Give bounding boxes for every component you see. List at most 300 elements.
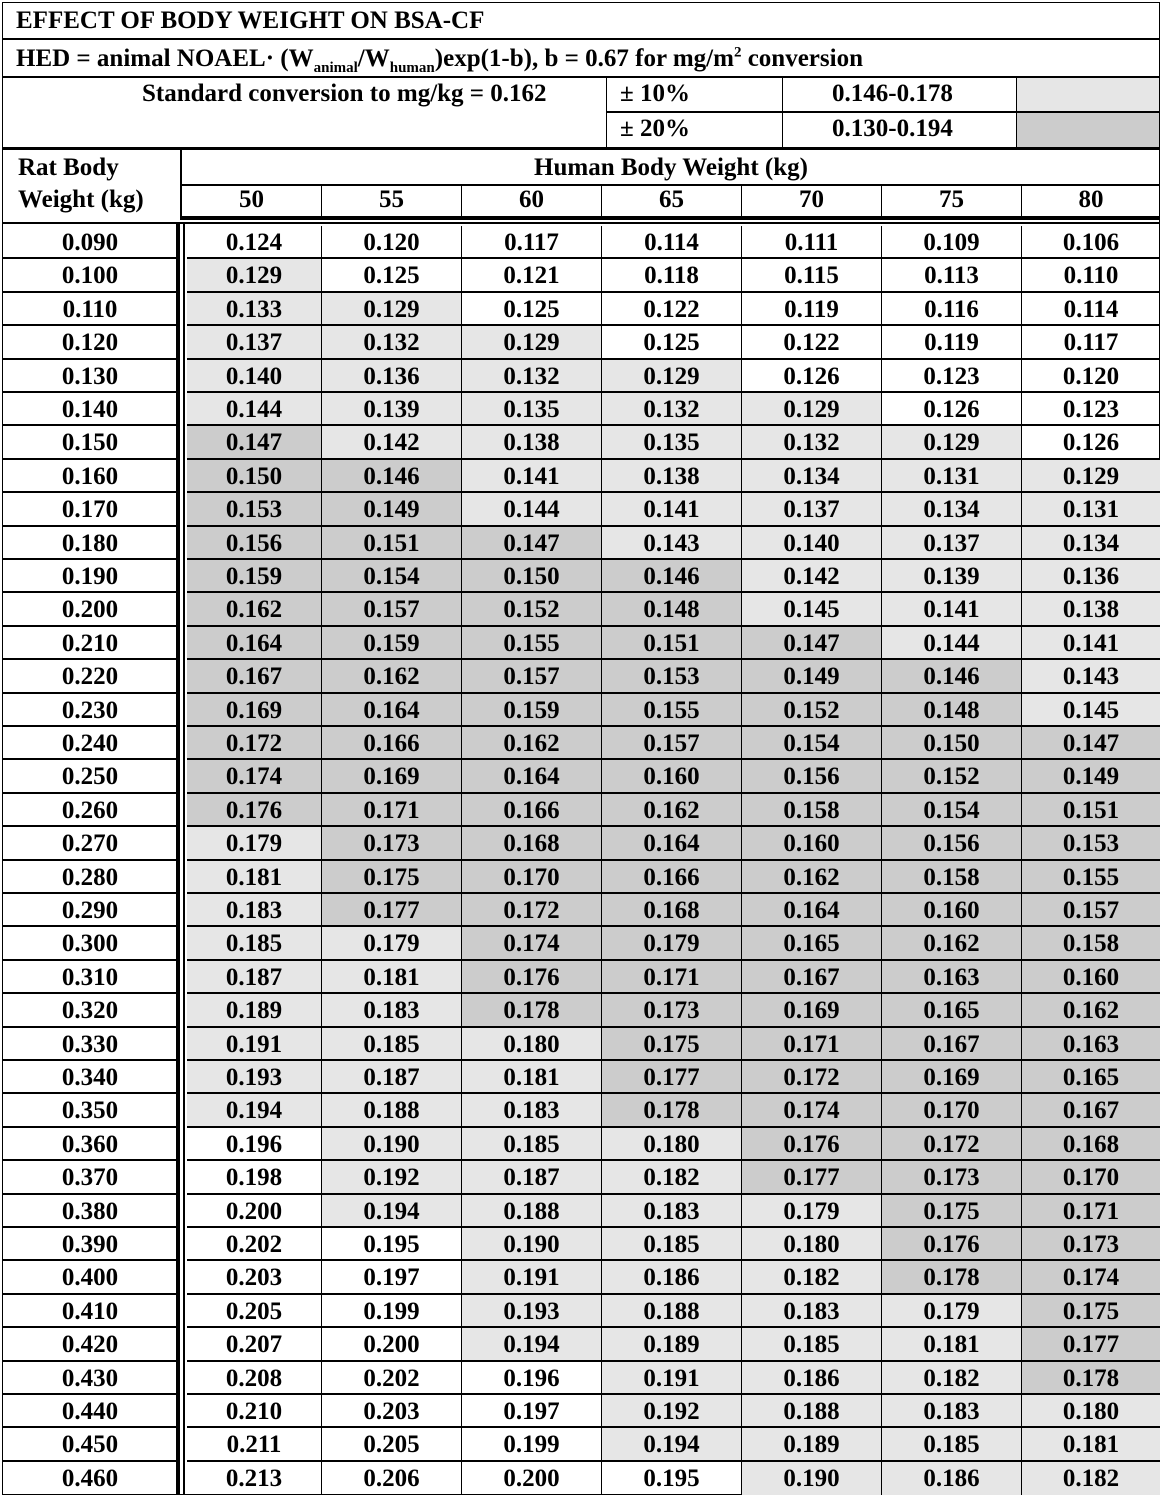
table-cell: 0.194 — [602, 1428, 742, 1461]
table-cell: 0.129 — [742, 393, 882, 426]
table-cell: 0.181 — [1022, 1428, 1160, 1461]
table-cell: 0.152 — [742, 694, 882, 727]
table-cell: 0.147 — [187, 426, 322, 459]
table-cell: 0.195 — [602, 1462, 742, 1495]
divider — [176, 222, 180, 1494]
table-cell: 0.160 — [742, 827, 882, 860]
table-cell: 0.203 — [187, 1261, 322, 1294]
table-cell: 0.159 — [187, 560, 322, 593]
table-cell: 0.116 — [882, 293, 1022, 326]
table-cell: 0.173 — [1022, 1228, 1160, 1261]
table-cell: 0.157 — [322, 593, 462, 626]
table-cell: 0.179 — [187, 827, 322, 860]
table-cell: 0.173 — [882, 1161, 1022, 1194]
table-cell: 0.179 — [322, 927, 462, 960]
row-label: 0.310 — [2, 961, 178, 994]
row-label: 0.440 — [2, 1395, 178, 1428]
row-label: 0.280 — [2, 861, 178, 894]
table-cell: 0.164 — [602, 827, 742, 860]
table-cell: 0.129 — [602, 360, 742, 393]
table-cell: 0.119 — [882, 326, 1022, 359]
table-cell: 0.173 — [602, 994, 742, 1027]
table-cell: 0.183 — [322, 994, 462, 1027]
table-cell: 0.125 — [602, 326, 742, 359]
legend-swatch-light — [1017, 78, 1159, 111]
table-cell: 0.176 — [742, 1128, 882, 1161]
table-cell: 0.180 — [1022, 1395, 1160, 1428]
table-cell: 0.174 — [187, 760, 322, 793]
row-label: 0.260 — [2, 794, 178, 827]
table-cell: 0.179 — [882, 1295, 1022, 1328]
table-cell: 0.167 — [187, 660, 322, 693]
row-label: 0.170 — [2, 493, 178, 526]
table-cell: 0.157 — [602, 727, 742, 760]
table-cell: 0.183 — [602, 1195, 742, 1228]
table-cell: 0.179 — [602, 927, 742, 960]
table-cell: 0.177 — [1022, 1328, 1160, 1361]
table-cell: 0.157 — [1022, 894, 1160, 927]
table-cell: 0.141 — [462, 460, 602, 493]
table-cell: 0.200 — [322, 1328, 462, 1361]
table-cell: 0.177 — [602, 1061, 742, 1094]
table-cell: 0.109 — [882, 226, 1022, 259]
table-cell: 0.182 — [602, 1161, 742, 1194]
row-label: 0.230 — [2, 694, 178, 727]
table-cell: 0.178 — [462, 994, 602, 1027]
table-cell: 0.165 — [742, 927, 882, 960]
table-cell: 0.162 — [1022, 994, 1160, 1027]
table-cell: 0.152 — [882, 760, 1022, 793]
table-cell: 0.139 — [882, 560, 1022, 593]
table-cell: 0.187 — [322, 1061, 462, 1094]
table-cell: 0.150 — [462, 560, 602, 593]
table-cell: 0.150 — [882, 727, 1022, 760]
table-cell: 0.134 — [742, 460, 882, 493]
table-cell: 0.135 — [602, 426, 742, 459]
row-label: 0.220 — [2, 660, 178, 693]
table-cell: 0.138 — [462, 426, 602, 459]
table-cell: 0.180 — [742, 1228, 882, 1261]
table-cell: 0.144 — [882, 627, 1022, 660]
range-20-value: 0.130-0.194 — [832, 115, 953, 142]
table-cell: 0.155 — [602, 694, 742, 727]
table-cell: 0.190 — [742, 1462, 882, 1495]
table-cell: 0.187 — [462, 1161, 602, 1194]
table-cell: 0.137 — [742, 493, 882, 526]
table-cell: 0.164 — [187, 627, 322, 660]
table-cell: 0.175 — [602, 1028, 742, 1061]
table-cell: 0.129 — [882, 426, 1022, 459]
table-cell: 0.163 — [1022, 1028, 1160, 1061]
table-cell: 0.136 — [1022, 560, 1160, 593]
table-cell: 0.141 — [602, 493, 742, 526]
table-cell: 0.195 — [322, 1228, 462, 1261]
divider — [2, 147, 1160, 150]
divider — [2, 38, 1160, 40]
table-cell: 0.188 — [602, 1295, 742, 1328]
table-cell: 0.132 — [602, 393, 742, 426]
table-cell: 0.171 — [742, 1028, 882, 1061]
row-label: 0.140 — [2, 393, 178, 426]
table-cell: 0.202 — [187, 1228, 322, 1261]
table-cell: 0.190 — [462, 1228, 602, 1261]
table-cell: 0.198 — [187, 1161, 322, 1194]
table-cell: 0.151 — [602, 627, 742, 660]
table-cell: 0.140 — [187, 360, 322, 393]
table-cell: 0.149 — [322, 493, 462, 526]
table-cell: 0.153 — [1022, 827, 1160, 860]
row-label: 0.460 — [61, 1464, 119, 1492]
row-header-line2: Weight (kg) — [18, 186, 144, 213]
table-cell: 0.145 — [742, 593, 882, 626]
table-cell: 0.170 — [882, 1094, 1022, 1127]
table-cell: 0.181 — [322, 961, 462, 994]
table-cell: 0.183 — [742, 1295, 882, 1328]
table-cell: 0.196 — [187, 1128, 322, 1161]
table-cell: 0.176 — [187, 794, 322, 827]
table-cell: 0.178 — [882, 1261, 1022, 1294]
formula: HED = animal NOAEL· $(W_{animal}/W_{human})\exp(1-b)$, b = 0.67 for $mg/m^2$ conversion — [16, 44, 863, 76]
table-cell: 0.193 — [187, 1061, 322, 1094]
table-cell: 0.210 — [187, 1395, 322, 1428]
table-cell: 0.118 — [602, 259, 742, 292]
table-cell: 0.162 — [322, 660, 462, 693]
row-label: 0.110 — [2, 293, 178, 326]
table-cell: 0.125 — [462, 293, 602, 326]
table-cell: 0.211 — [187, 1428, 322, 1461]
table-cell: 0.129 — [462, 326, 602, 359]
table-cell: 0.186 — [882, 1462, 1022, 1495]
table-cell: 0.151 — [1022, 794, 1160, 827]
table-cell: 0.159 — [322, 627, 462, 660]
table-cell: 0.196 — [462, 1362, 602, 1395]
table-cell: 0.189 — [187, 994, 322, 1027]
row-label: 0.150 — [2, 426, 178, 459]
table-cell: 0.166 — [462, 794, 602, 827]
table-cell: 0.170 — [462, 861, 602, 894]
table-cell: 0.179 — [742, 1195, 882, 1228]
table-cell: 0.197 — [322, 1261, 462, 1294]
table-cell: 0.146 — [882, 660, 1022, 693]
table-cell: 0.169 — [882, 1061, 1022, 1094]
table-cell: 0.139 — [322, 393, 462, 426]
legend-swatch-dark — [1017, 113, 1159, 147]
table-cell: 0.113 — [882, 259, 1022, 292]
table-cell: 0.193 — [462, 1295, 602, 1328]
table-cell: 0.129 — [322, 293, 462, 326]
standard-conversion: Standard conversion to mg/kg = 0.162 — [142, 80, 547, 107]
row-label: 0.090 — [2, 226, 178, 259]
row-label: 0.390 — [2, 1228, 178, 1261]
table-cell: 0.162 — [462, 727, 602, 760]
table-cell: 0.171 — [602, 961, 742, 994]
table-cell: 0.136 — [322, 360, 462, 393]
table-cell: 0.192 — [322, 1161, 462, 1194]
table-cell: 0.168 — [602, 894, 742, 927]
table-cell: 0.165 — [882, 994, 1022, 1027]
table-cell: 0.149 — [1022, 760, 1160, 793]
column-group-header: Human Body Weight (kg) — [534, 154, 808, 181]
table-cell: 0.177 — [322, 894, 462, 927]
row-label: 0.370 — [2, 1161, 178, 1194]
table-cell: 0.132 — [742, 426, 882, 459]
table-cell: 0.182 — [882, 1362, 1022, 1395]
table-cell: 0.143 — [602, 527, 742, 560]
row-label: 0.210 — [2, 627, 178, 660]
table-cell: 0.162 — [602, 794, 742, 827]
table-cell: 0.159 — [462, 694, 602, 727]
table-cell: 0.132 — [322, 326, 462, 359]
table-cell: 0.175 — [882, 1195, 1022, 1228]
table-cell: 0.185 — [742, 1328, 882, 1361]
row-label: 0.300 — [2, 927, 178, 960]
table-cell: 0.191 — [462, 1261, 602, 1294]
table-cell: 0.119 — [742, 293, 882, 326]
table-cell: 0.140 — [742, 527, 882, 560]
table-cell: 0.176 — [462, 961, 602, 994]
table-cell: 0.172 — [882, 1128, 1022, 1161]
table-cell: 0.144 — [462, 493, 602, 526]
table-cell: 0.178 — [602, 1094, 742, 1127]
table-cell: 0.174 — [462, 927, 602, 960]
table-cell: 0.142 — [322, 426, 462, 459]
row-label: 0.400 — [2, 1261, 178, 1294]
row-label: 0.350 — [2, 1094, 178, 1127]
table-cell: 0.171 — [322, 794, 462, 827]
row-label: 0.270 — [2, 827, 178, 860]
table-cell: 0.141 — [1022, 627, 1160, 660]
table-cell: 0.147 — [462, 527, 602, 560]
table-cell: 0.126 — [1022, 426, 1160, 459]
table-cell: 0.185 — [462, 1128, 602, 1161]
table-cell: 0.162 — [742, 861, 882, 894]
table-cell: 0.149 — [742, 660, 882, 693]
table-cell: 0.131 — [1022, 493, 1160, 526]
table-cell: 0.194 — [187, 1094, 322, 1127]
table-cell: 0.192 — [602, 1395, 742, 1428]
table-cell: 0.169 — [742, 994, 882, 1027]
table-cell: 0.178 — [1022, 1362, 1160, 1395]
divider — [183, 222, 185, 1494]
column-header-55: 55 — [322, 184, 462, 216]
table-cell: 0.206 — [322, 1462, 462, 1495]
table-cell: 0.169 — [187, 694, 322, 727]
table-cell: 0.170 — [1022, 1161, 1160, 1194]
table-cell: 0.175 — [322, 861, 462, 894]
table-cell: 0.154 — [322, 560, 462, 593]
table-cell: 0.181 — [462, 1061, 602, 1094]
table-cell: 0.148 — [882, 694, 1022, 727]
table-cell: 0.172 — [742, 1061, 882, 1094]
column-header-65: 65 — [602, 184, 742, 216]
row-header-line1: Rat Body — [18, 154, 119, 181]
table-cell: 0.175 — [1022, 1295, 1160, 1328]
table-cell: 0.156 — [882, 827, 1022, 860]
row-label: 0.250 — [2, 760, 178, 793]
row-label: 0.410 — [2, 1295, 178, 1328]
row-label: 0.200 — [2, 593, 178, 626]
table-cell: 0.160 — [882, 894, 1022, 927]
table-cell: 0.177 — [742, 1161, 882, 1194]
table-cell: 0.137 — [187, 326, 322, 359]
table-cell: 0.190 — [322, 1128, 462, 1161]
row-label: 0.240 — [2, 727, 178, 760]
table-cell: 0.158 — [742, 794, 882, 827]
table-cell: 0.172 — [187, 727, 322, 760]
table-cell: 0.154 — [742, 727, 882, 760]
table-cell: 0.185 — [322, 1028, 462, 1061]
table-cell: 0.205 — [187, 1295, 322, 1328]
table-cell: 0.146 — [322, 460, 462, 493]
table-cell: 0.124 — [187, 226, 322, 259]
row-label: 0.180 — [2, 527, 178, 560]
table-cell: 0.186 — [602, 1261, 742, 1294]
table-cell: 0.167 — [882, 1028, 1022, 1061]
table-cell: 0.185 — [602, 1228, 742, 1261]
table-cell: 0.134 — [1022, 527, 1160, 560]
table-cell: 0.160 — [1022, 961, 1160, 994]
table-cell: 0.123 — [1022, 393, 1160, 426]
table-cell: 0.142 — [742, 560, 882, 593]
table-cell: 0.155 — [462, 627, 602, 660]
table-cell: 0.114 — [1022, 293, 1160, 326]
table-cell: 0.158 — [882, 861, 1022, 894]
table-cell: 0.191 — [187, 1028, 322, 1061]
table-cell: 0.146 — [602, 560, 742, 593]
table-cell: 0.163 — [882, 961, 1022, 994]
table-cell: 0.183 — [187, 894, 322, 927]
table-cell: 0.164 — [462, 760, 602, 793]
row-label: 0.340 — [2, 1061, 178, 1094]
row-label: 0.290 — [2, 894, 178, 927]
table-cell: 0.174 — [1022, 1261, 1160, 1294]
table-cell: 0.199 — [462, 1428, 602, 1461]
table-cell: 0.133 — [187, 293, 322, 326]
table-cell: 0.185 — [187, 927, 322, 960]
table-cell: 0.199 — [322, 1295, 462, 1328]
table-cell: 0.153 — [602, 660, 742, 693]
table-cell: 0.106 — [1022, 226, 1160, 259]
column-header-70: 70 — [742, 184, 882, 216]
table-cell: 0.129 — [1022, 460, 1160, 493]
table-cell: 0.207 — [187, 1328, 322, 1361]
row-label: 0.450 — [2, 1428, 178, 1461]
table-cell: 0.164 — [742, 894, 882, 927]
table-title: EFFECT OF BODY WEIGHT ON BSA-CF — [16, 7, 485, 34]
table-cell: 0.150 — [187, 460, 322, 493]
table-cell: 0.188 — [462, 1195, 602, 1228]
table-cell: 0.162 — [882, 927, 1022, 960]
table-cell: 0.147 — [1022, 727, 1160, 760]
table-cell: 0.182 — [742, 1261, 882, 1294]
divider — [182, 216, 1160, 220]
row-label: 0.190 — [2, 560, 178, 593]
table-cell: 0.202 — [322, 1362, 462, 1395]
table-cell: 0.157 — [462, 660, 602, 693]
table-cell: 0.141 — [882, 593, 1022, 626]
column-header-80: 80 — [1078, 186, 1104, 213]
table-cell: 0.180 — [602, 1128, 742, 1161]
table-cell: 0.111 — [742, 226, 882, 259]
table-cell: 0.162 — [187, 593, 322, 626]
table-cell: 0.145 — [1022, 694, 1160, 727]
column-header-50: 50 — [182, 184, 322, 216]
table-cell: 0.191 — [602, 1362, 742, 1395]
table-cell: 0.200 — [462, 1462, 602, 1495]
table-cell: 0.172 — [462, 894, 602, 927]
table-cell: 0.205 — [322, 1428, 462, 1461]
table-cell: 0.122 — [742, 326, 882, 359]
table-cell: 0.117 — [1022, 326, 1160, 359]
table-cell: 0.213 — [187, 1462, 322, 1495]
table-cell: 0.160 — [602, 760, 742, 793]
row-label: 0.320 — [2, 994, 178, 1027]
table-cell: 0.188 — [322, 1094, 462, 1127]
table-cell: 0.173 — [322, 827, 462, 860]
table-cell: 0.155 — [1022, 861, 1160, 894]
table-cell: 0.208 — [187, 1362, 322, 1395]
table-cell: 0.182 — [1022, 1462, 1160, 1495]
row-label: 0.130 — [2, 360, 178, 393]
table-cell: 0.148 — [602, 593, 742, 626]
table-cell: 0.122 — [602, 293, 742, 326]
row-label: 0.360 — [2, 1128, 178, 1161]
table-cell: 0.174 — [742, 1094, 882, 1127]
table-cell: 0.181 — [187, 861, 322, 894]
row-label: 0.100 — [2, 259, 178, 292]
table-cell: 0.176 — [882, 1228, 1022, 1261]
table-cell: 0.125 — [322, 259, 462, 292]
table-cell: 0.171 — [1022, 1195, 1160, 1228]
table-cell: 0.183 — [882, 1395, 1022, 1428]
table-cell: 0.156 — [187, 527, 322, 560]
table-cell: 0.181 — [882, 1328, 1022, 1361]
table-cell: 0.158 — [1022, 927, 1160, 960]
table-cell: 0.168 — [1022, 1128, 1160, 1161]
table-cell: 0.169 — [322, 760, 462, 793]
table-cell: 0.138 — [1022, 593, 1160, 626]
table-cell: 0.114 — [602, 226, 742, 259]
table-cell: 0.147 — [742, 627, 882, 660]
range-10-value: 0.146-0.178 — [832, 80, 953, 107]
table-cell: 0.120 — [1022, 360, 1160, 393]
divider — [2, 76, 1160, 78]
row-label: 0.160 — [2, 460, 178, 493]
table-cell: 0.186 — [742, 1362, 882, 1395]
table-cell: 0.143 — [1022, 660, 1160, 693]
table-cell: 0.200 — [187, 1195, 322, 1228]
table-cell: 0.137 — [882, 527, 1022, 560]
table-cell: 0.117 — [462, 226, 602, 259]
table-cell: 0.194 — [462, 1328, 602, 1361]
row-label: 0.380 — [2, 1195, 178, 1228]
table-cell: 0.120 — [322, 226, 462, 259]
table-cell: 0.185 — [882, 1428, 1022, 1461]
table-cell: 0.134 — [882, 493, 1022, 526]
table-cell: 0.131 — [882, 460, 1022, 493]
table-cell: 0.187 — [187, 961, 322, 994]
table-cell: 0.183 — [462, 1094, 602, 1127]
table-cell: 0.168 — [462, 827, 602, 860]
table-cell: 0.180 — [462, 1028, 602, 1061]
table-cell: 0.115 — [742, 259, 882, 292]
column-header-75: 75 — [882, 184, 1022, 216]
table-cell: 0.144 — [187, 393, 322, 426]
column-header-60: 60 — [462, 184, 602, 216]
table-cell: 0.165 — [1022, 1061, 1160, 1094]
row-label: 0.430 — [2, 1362, 178, 1395]
table-cell: 0.154 — [882, 794, 1022, 827]
